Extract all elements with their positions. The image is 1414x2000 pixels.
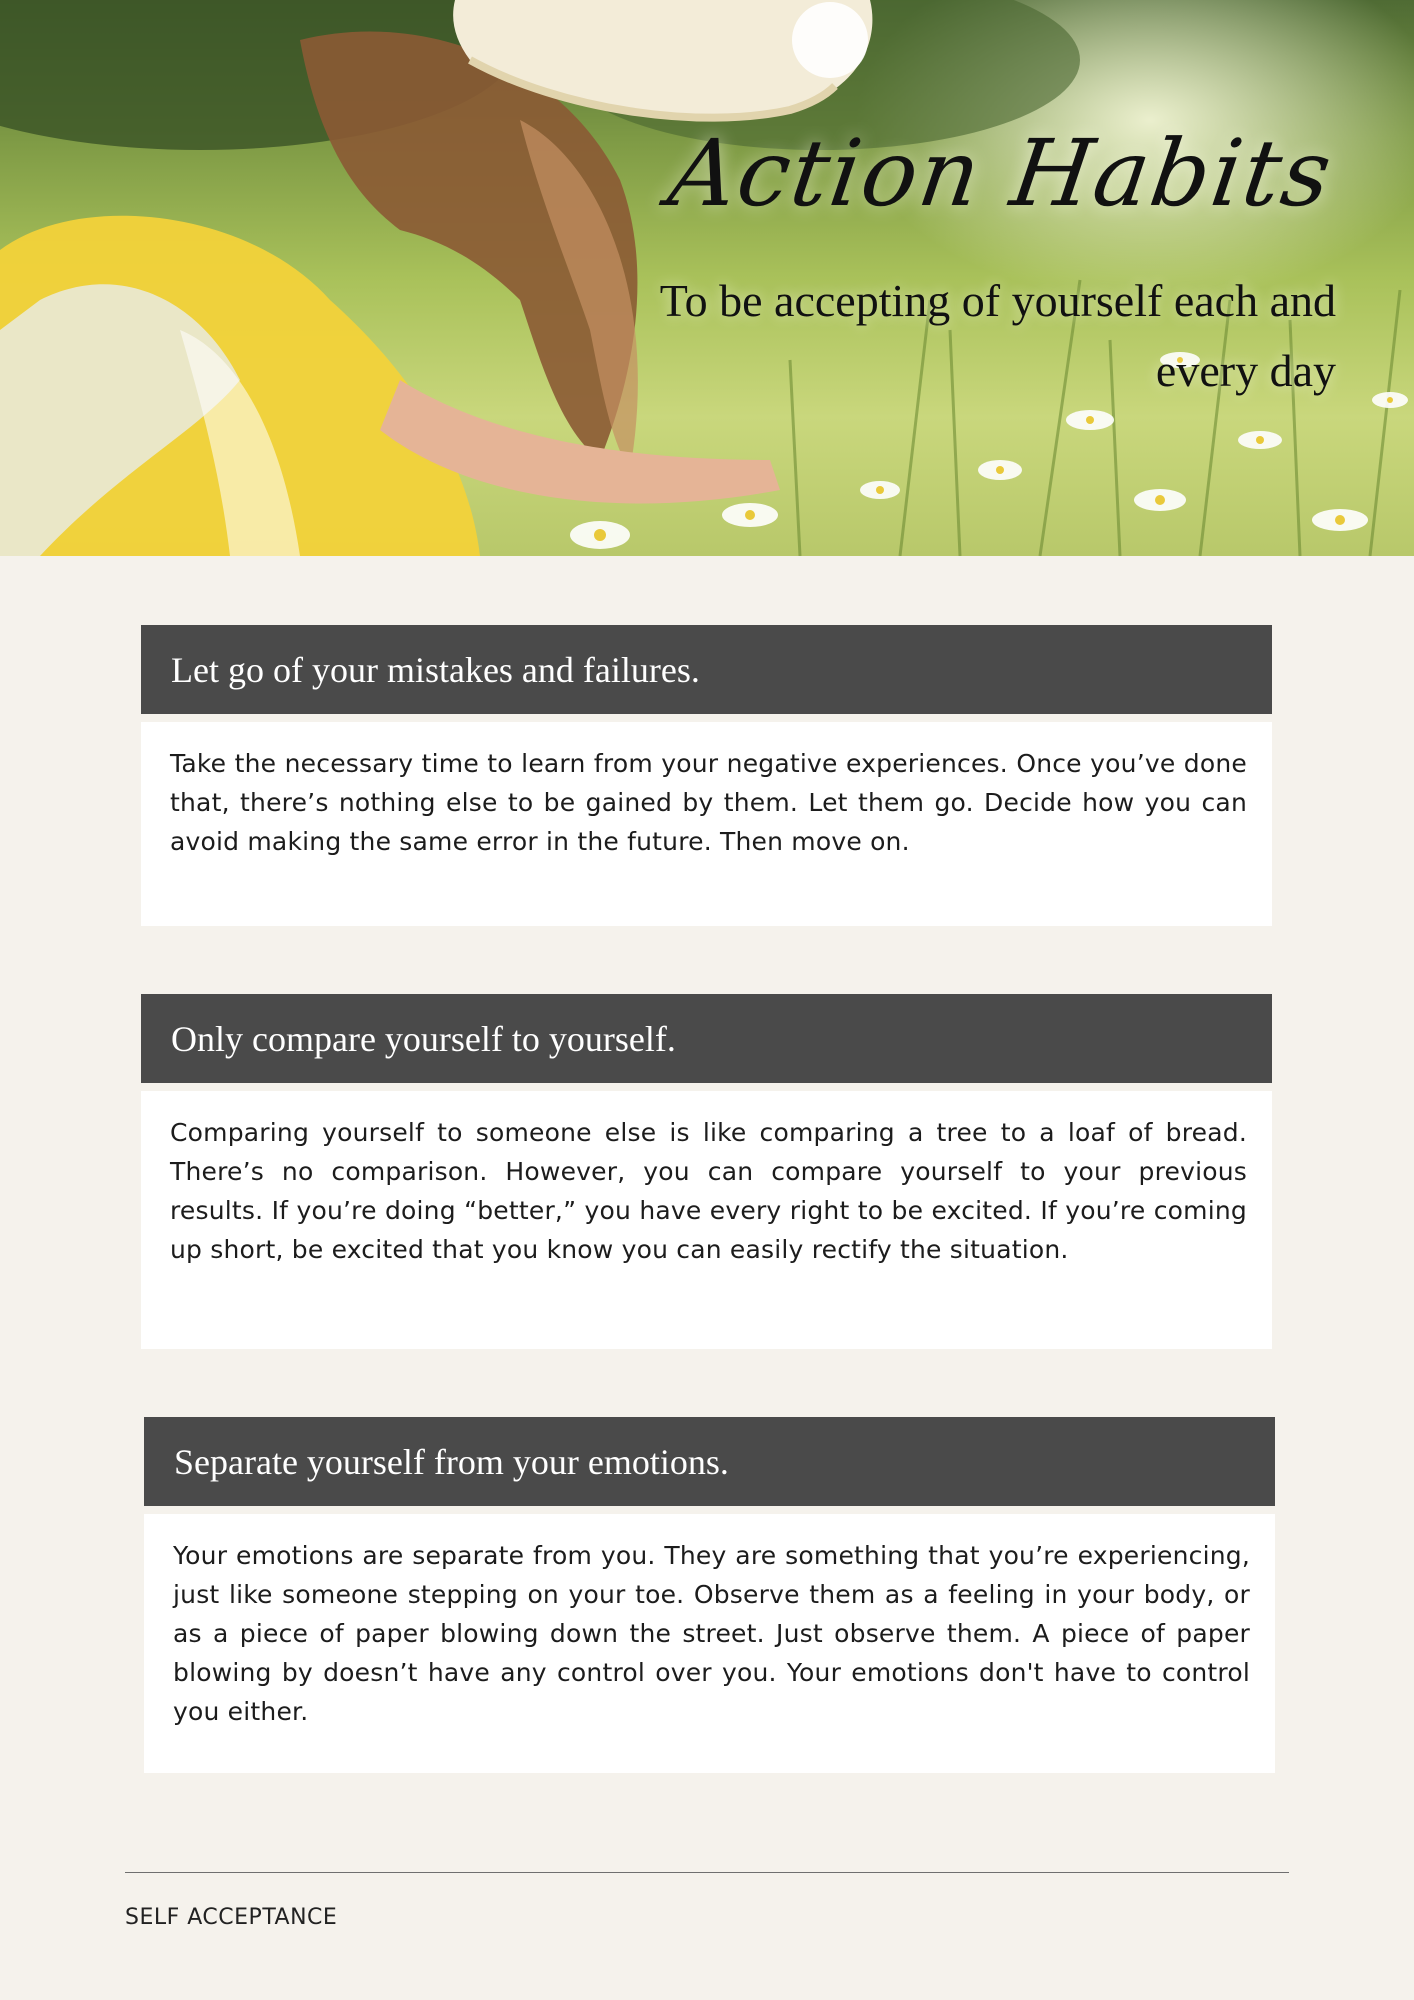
page-title: Action Habits: [662, 120, 1340, 227]
hero-photo: [0, 0, 1414, 556]
habit-body: Comparing yourself to someone else is like comparing a tree to a loaf of bread. There’s no comparison. However, you can compare yourself to your previous results. If you’re doing “better,” you have every right to be excited. If you’re coming up short, be excited that you know you can easily rectify the situation.: [141, 1091, 1272, 1349]
habit-card-3: [144, 1417, 1275, 1773]
footer-label: SELF ACCEPTANCE: [125, 1905, 338, 1930]
habit-heading: Only compare yourself to yourself.: [141, 994, 1272, 1083]
page-subtitle: To be accepting of yourself each and every day: [659, 275, 1336, 396]
habit-card-1: [141, 625, 1272, 926]
habit-heading: Separate yourself from your emotions.: [144, 1417, 1275, 1506]
habit-heading: Let go of your mistakes and failures.: [141, 625, 1272, 714]
habit-body: Take the necessary time to learn from your negative experiences. Once you’ve done that, there’s nothing else to be gained by them. Let them go. Decide how you can avoid making the same error in the future. Then move on.: [141, 722, 1272, 926]
footer-divider: [125, 1872, 1289, 1873]
habit-body: Your emotions are separate from you. They are something that you’re experiencing, just like someone stepping on your toe. Observe them as a feeling in your body, or as a piece of paper blowing down the street. Just observe them. A piece of paper blowing by doesn’t have any control over you. Your emotions don't have to control you either.: [144, 1514, 1275, 1773]
habit-card-2: [141, 994, 1272, 1349]
